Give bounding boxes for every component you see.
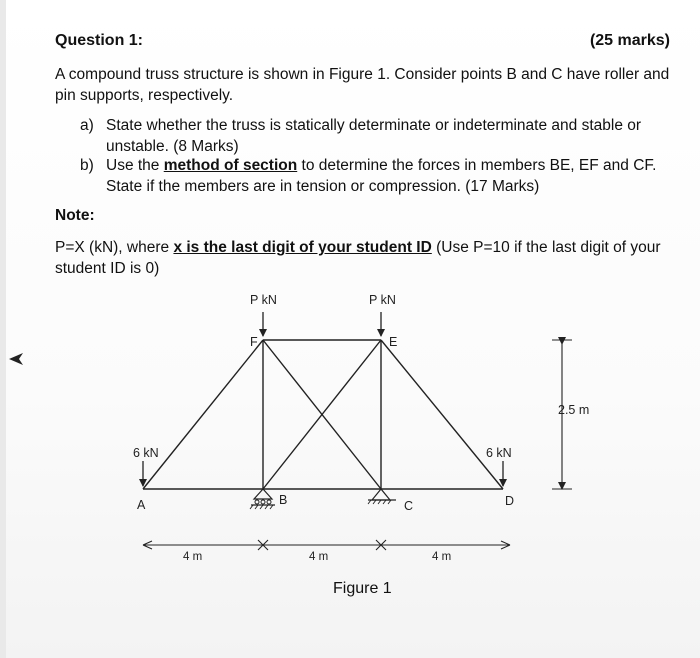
load-arrows	[143, 312, 503, 486]
pointer-cursor-icon	[8, 352, 24, 366]
question-title: Question 1:	[55, 32, 144, 49]
member-ed	[381, 340, 503, 489]
question-intro: A compound truss structure is shown in Figure 1. Consider points B and C have roller and pin supports, respectively.	[55, 66, 670, 104]
load-label-right: 6 kN	[486, 446, 512, 460]
height-label: 2.5 m	[558, 403, 590, 417]
note-heading: Note:	[55, 207, 95, 224]
load-label-left: 6 kN	[133, 446, 159, 460]
node-label-f: F	[250, 335, 258, 349]
node-label-b: B	[279, 493, 288, 507]
span-label-2: 4 m	[309, 551, 329, 563]
part-a-text: State whether the truss is statically determinate or indeterminate and stable or unstable. (8 Marks)	[106, 117, 642, 155]
node-label-a: A	[137, 498, 146, 512]
truss-members	[143, 340, 503, 489]
span-label-1: 4 m	[183, 551, 203, 563]
note-text-2: (Use P=10 if the last digit of your student ID is 0)	[55, 239, 661, 277]
part-b-label: b)	[80, 157, 94, 174]
part-b-emphasis: method of section	[163, 157, 298, 174]
load-label-top-right: P kN	[369, 293, 396, 307]
load-label-top-left: P kN	[250, 293, 277, 307]
member-af	[143, 340, 263, 489]
note-emphasis: x is the last digit of your student ID	[173, 239, 432, 256]
support-b	[250, 489, 275, 509]
part-b-text-1: Use the	[106, 157, 164, 174]
part-a-label: a)	[80, 117, 94, 134]
span-label-3: 4 m	[432, 551, 452, 563]
note-text-1: P=X (kN), where	[55, 239, 174, 256]
figure-caption: Figure 1	[333, 580, 392, 597]
node-label-c: C	[404, 499, 414, 513]
question-marks: (25 marks)	[589, 32, 670, 49]
node-label-e: E	[389, 335, 398, 349]
node-label-d: D	[505, 494, 515, 508]
support-c	[368, 489, 396, 504]
span-dimension	[143, 540, 510, 550]
part-b-text-2: to determine the forces in members BE, EF and CF. State if the members are in tension or compression. (17 Marks)	[106, 157, 657, 195]
